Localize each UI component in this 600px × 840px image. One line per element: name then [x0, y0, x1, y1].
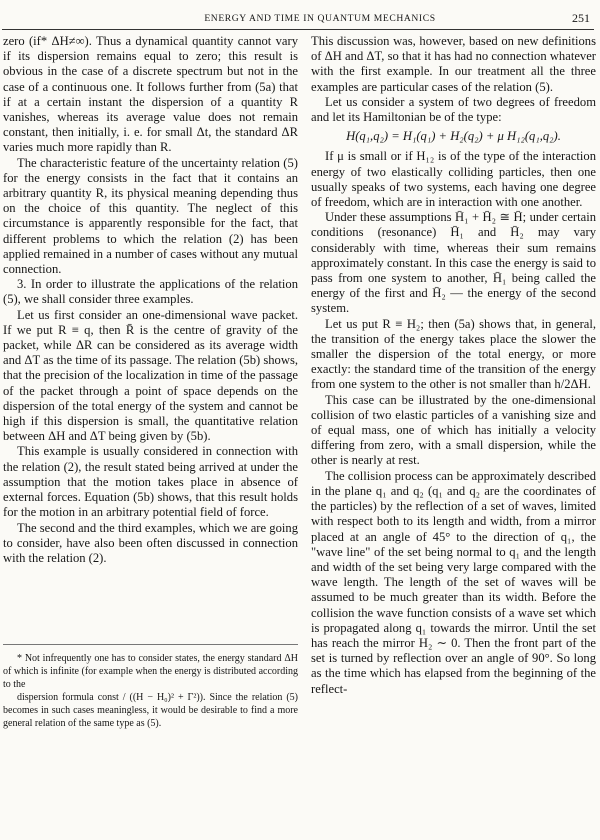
right-column	[311, 34, 596, 697]
footnote-rule	[3, 644, 298, 645]
left-paragraph-5: This example is usually considered in connection with the relation (2), the result stated being arrived at under the assumption that the motion takes place in absence of external forces. Equation (5b) shows, that this result holds for the motion in an arbitrary potential field of force.	[3, 444, 298, 520]
left-paragraph-4: Let us first consider an one-dimensional wave packet. If we put R ≡ q, then R̄ is the centre of gravity of the packet, while ΔR can be considered as its average width and ΔT as the time of its passage. The relation (5b) shows, that the precision of the localization in time of the passage of the packet through a point of space depends on the dispersion of the total energy of the system and cannot be high if this dispersion is small, the quantitative relation between ΔH and ΔT being given by (5b).	[3, 307, 298, 444]
header-rule	[2, 29, 594, 30]
right-paragraph-2: Let us consider a system of two degrees of freedom and let its Hamiltonian be of the type:	[311, 94, 596, 125]
page-number: 251	[572, 11, 590, 25]
left-paragraph-1: zero (if* ΔH≠∞). Thus a dynamical quantity cannot vary if its dispersion remains equal to zero; this result is obvious in the case of a discrete spectrum but not in the case of a continuous one. It follows further from (5a) that if at a certain instant the dispersion of a quantity R vanishes, whereas its average value does not remain constant, then initially, i. e. for small Δt, the standard ΔR varies much more rapidly than R.	[3, 34, 298, 155]
footnote-line-1: * Not infrequently one has to consider states, the energy standard ΔH of which is infinite (for example when the energy is distributed according to the	[3, 653, 298, 690]
right-paragraph-7: The collision process can be approximately described in the plane q₁ and q₂ (q₁ and q₂ are the coordinates of the particles) by the reflection of a set of waves, limited with respect both to its length and width, from a mirror placed at an angle of 45° to the direction of q₁, the "wave line" of the set being normal to q₁ and the length and width of the set being very large compared with the wave length. The length of the set of waves will be assumed to be much greater than its width. Before the collision the wave function consists of a wave set which is propagated along q₁ towards the mirror. Until the set has reach the mirror H₂ ∼ 0. Then the front part of the set is turned by reflection over an angle of 90°. So long as the time which has elapsed from the beginning of the reflect-	[311, 468, 596, 696]
right-paragraph-5: Let us put R ≡ H₂; then (5a) shows that, in general, the transition of the energy takes place the slower the smaller the dispersion of the total energy, or more exactly: the standard time of the transition of the energy from one system to the other is not smaller than h/2ΔH.	[311, 316, 596, 392]
left-column	[3, 34, 298, 566]
hamiltonian-equation: H(q₁,q₂) = H₁(q₁) + H₂(q₂) + μ H₁₂(q₁,q₂).	[346, 129, 561, 144]
left-paragraph-3: 3. In order to illustrate the applications of the relation (5), we shall consider three examples.	[3, 277, 298, 307]
footnote-line-2: dispersion formula const / ((H − H₀)² + Γ²)). Since the relation (5) becomes in such cases meaningless, it would be desirable to find a more general relation of the same type as (5).	[3, 692, 298, 729]
right-paragraph-4: Under these assumptions H̄₁ + H̄₂ ≅ H̄; under certain conditions (resonance) H̄₁ and H̄₂ may vary considerably with time, whereas their sum remains approximately constant. In this case the energy is said to pass from one system to another, H̄₁ being called the energy of the first and H̄₂ — the energy of the second system.	[311, 210, 596, 316]
running-head: ENERGY AND TIME IN QUANTUM MECHANICS	[204, 13, 436, 24]
right-paragraph-3: If μ is small or if H₁₂ is of the type of the interaction energy of two elastically colliding particles, then one usually speaks of two systems, each having one degree of freedom, which are in interaction with one another.	[311, 149, 596, 210]
right-paragraph-1: This discussion was, however, based on new definitions of ΔH and ΔT, so that it has had no connection whatever with the first example. In our treatment all the three examples are particular cases of the relation (5).	[311, 34, 596, 94]
footnote	[3, 652, 298, 730]
right-paragraph-6: This case can be illustrated by the one-dimensional collision of two elastic particles of a vanishing size and of equal mass, one of which has initially a velocity differing from zero, with a small dispersion, while the other is nearly at rest.	[311, 392, 596, 468]
page-header	[0, 0, 600, 28]
left-paragraph-6: The second and the third examples, which we are going to consider, have also been often discussed in connection with the relation (2).	[3, 520, 298, 565]
left-paragraph-2: The characteristic feature of the uncertainty relation (5) for the energy consists in the fact that it contains an arbitrary quantity R, its physical meaning depending thus on the choice of this quantity. The neglect of this circumstance is apparently responsible for the fact, that different problems to which the relation (2) has been applied remained in a number of cases without any mutual connection.	[3, 155, 298, 277]
